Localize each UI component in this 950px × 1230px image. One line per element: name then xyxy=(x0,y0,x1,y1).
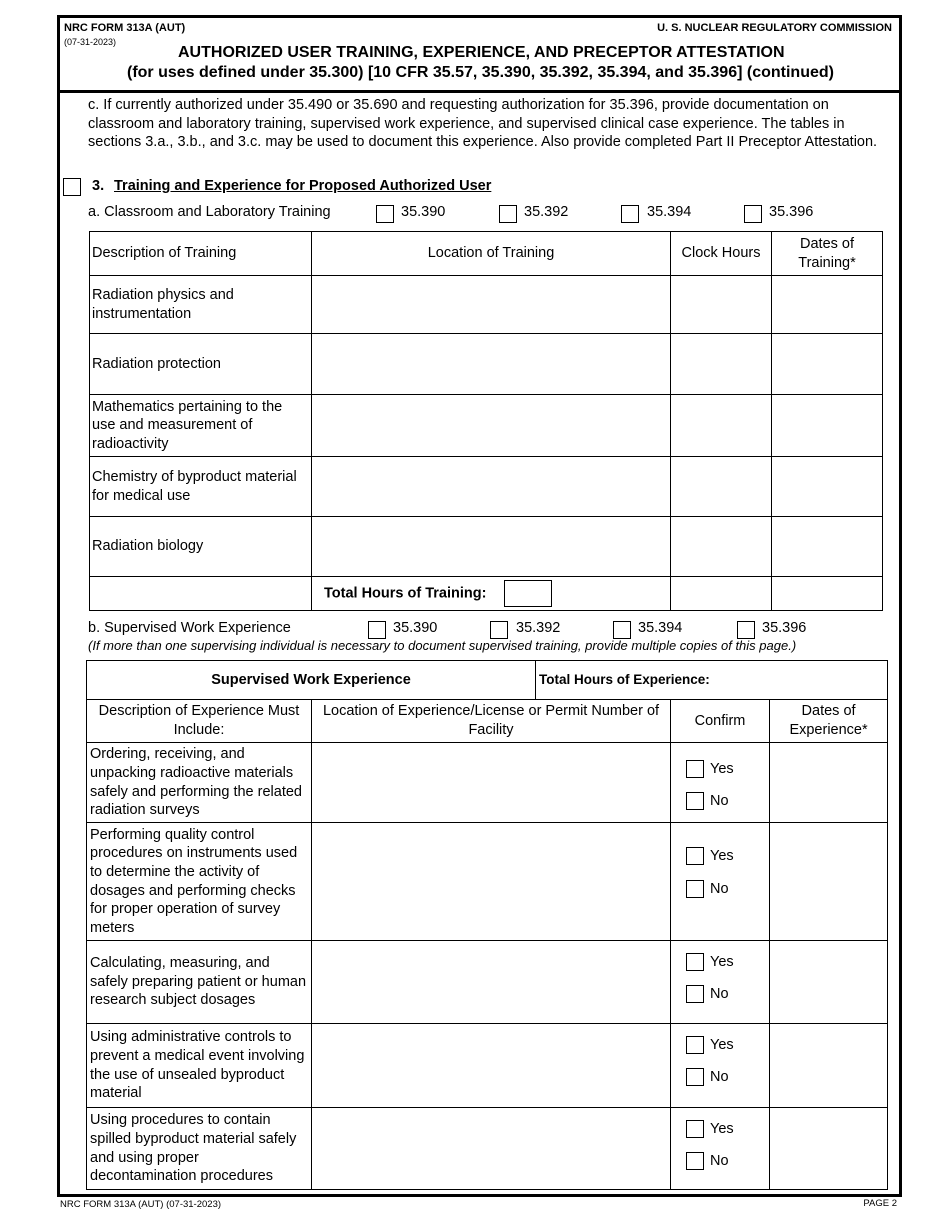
training-hours-field[interactable] xyxy=(671,276,772,334)
part-b-option-35390-checkbox[interactable] xyxy=(368,621,386,639)
training-hours-field[interactable] xyxy=(671,395,772,457)
empty-cell xyxy=(671,577,772,611)
confirm-cell xyxy=(671,743,770,823)
experience-table-title-row xyxy=(87,661,888,700)
yes-option[interactable] xyxy=(686,1036,734,1055)
table-row xyxy=(87,1108,888,1190)
no-checkbox[interactable] xyxy=(686,1152,704,1170)
experience-description: Ordering, receiving, and unpacking radioactive materials safely and performing the related radiation surveys xyxy=(87,743,312,823)
no-label: No xyxy=(710,1069,729,1085)
experience-dates-field[interactable] xyxy=(770,1108,888,1190)
part-a-option-35396-label: 35.396 xyxy=(769,204,814,220)
part-b-option-35396-label: 35.396 xyxy=(762,620,807,636)
confirm-cell xyxy=(671,1108,770,1190)
yes-label: Yes xyxy=(710,848,734,864)
part-a-option-35390-checkbox[interactable] xyxy=(376,205,394,223)
yes-option[interactable] xyxy=(686,847,734,866)
part-b-option-35392-checkbox[interactable] xyxy=(490,621,508,639)
training-table xyxy=(89,231,883,611)
page-number: PAGE 2 xyxy=(863,1198,897,1209)
section3-title: Training and Experience for Proposed Authorized User xyxy=(114,178,492,194)
table-row xyxy=(87,823,888,941)
training-description: Radiation biology xyxy=(90,517,312,577)
training-dates-field[interactable] xyxy=(772,276,883,334)
part-a-option-35394-label: 35.394 xyxy=(647,204,692,220)
header-divider xyxy=(57,90,902,93)
part-a-option-35396-checkbox[interactable] xyxy=(744,205,762,223)
yes-checkbox[interactable] xyxy=(686,953,704,971)
footer-form-id: NRC FORM 313A (AUT) (07-31-2023) xyxy=(60,1199,222,1210)
yes-label: Yes xyxy=(710,1037,734,1053)
training-description: Chemistry of byproduct material for medical use xyxy=(90,457,312,517)
experience-description: Calculating, measuring, and safely preparing patient or human research subject dosages xyxy=(87,941,312,1024)
experience-table xyxy=(86,660,888,1190)
total-hours-experience-label: Total Hours of Experience: xyxy=(539,671,710,687)
no-label: No xyxy=(710,1153,729,1169)
experience-dates-field[interactable] xyxy=(770,823,888,941)
part-b-option-35394-label: 35.394 xyxy=(638,620,683,636)
training-description: Mathematics pertaining to the use and measurement of radioactivity xyxy=(90,395,312,457)
col-header-description: Description of Experience Must Include: xyxy=(87,700,312,743)
training-location-field[interactable] xyxy=(312,276,671,334)
training-location-field[interactable] xyxy=(312,517,671,577)
no-option[interactable] xyxy=(686,792,729,811)
experience-table-title: Supervised Work Experience xyxy=(87,661,536,700)
col-header-description: Description of Training xyxy=(90,232,312,276)
training-dates-field[interactable] xyxy=(772,457,883,517)
form-subtitle: (for uses defined under 35.300) [10 CFR 35.57, 35.390, 35.392, 35.394, and 35.396] (continued) xyxy=(127,64,834,81)
col-header-dates: Dates of Experience* xyxy=(770,700,888,743)
experience-dates-field[interactable] xyxy=(770,941,888,1024)
table-row xyxy=(90,334,883,395)
item-c-text: c. If currently authorized under 35.490 or 35.690 and requesting authorization for 35.396, provide documentation on classroom and laboratory training, supervised work experience, and supervised clinical case experience. The tables in sections 3.a., 3.b., and 3.c. may be used to document this experience. Also provide completed Part II Preceptor Attestation. xyxy=(88,97,878,151)
training-description: Radiation protection xyxy=(90,334,312,395)
table-row xyxy=(90,395,883,457)
experience-table-header-row xyxy=(87,700,888,743)
part-a-option-35394-checkbox[interactable] xyxy=(621,205,639,223)
no-checkbox[interactable] xyxy=(686,880,704,898)
table-row xyxy=(90,517,883,577)
no-option[interactable] xyxy=(686,880,729,899)
col-header-clock-hours: Clock Hours xyxy=(671,232,772,276)
training-dates-field[interactable] xyxy=(772,334,883,395)
part-a-label: a. Classroom and Laboratory Training xyxy=(88,204,331,220)
training-hours-field[interactable] xyxy=(671,457,772,517)
no-checkbox[interactable] xyxy=(686,792,704,810)
part-b-option-35396-checkbox[interactable] xyxy=(737,621,755,639)
training-description: Radiation physics and instrumentation xyxy=(90,276,312,334)
confirm-cell xyxy=(671,941,770,1024)
experience-location-field[interactable] xyxy=(312,941,671,1024)
table-row xyxy=(87,743,888,823)
experience-location-field[interactable] xyxy=(312,823,671,941)
total-training-cell xyxy=(312,577,671,611)
part-b-option-35392-label: 35.392 xyxy=(516,620,561,636)
form-title: AUTHORIZED USER TRAINING, EXPERIENCE, AND PRECEPTOR ATTESTATION xyxy=(178,44,785,61)
col-header-dates: Dates of Training* xyxy=(772,232,883,276)
yes-label: Yes xyxy=(710,1121,734,1137)
training-total-row xyxy=(90,577,883,611)
col-header-confirm: Confirm xyxy=(671,700,770,743)
experience-description: Using procedures to contain spilled byproduct material safely and using proper decontamination procedures xyxy=(87,1108,312,1190)
no-label: No xyxy=(710,986,729,1002)
yes-option[interactable] xyxy=(686,760,734,779)
training-dates-field[interactable] xyxy=(772,517,883,577)
experience-location-field[interactable] xyxy=(312,1024,671,1108)
part-b-option-35390-label: 35.390 xyxy=(393,620,438,636)
form-date: (07-31-2023) xyxy=(64,37,117,47)
section3-number: 3. xyxy=(92,178,105,194)
no-checkbox[interactable] xyxy=(686,1068,704,1086)
total-hours-training-label: Total Hours of Training: xyxy=(324,585,487,602)
no-option[interactable] xyxy=(686,1152,729,1171)
training-location-field[interactable] xyxy=(312,457,671,517)
table-row xyxy=(90,276,883,334)
table-row xyxy=(87,1024,888,1108)
experience-description: Using administrative controls to prevent a medical event involving the use of unsealed byproduct material xyxy=(87,1024,312,1108)
empty-cell xyxy=(772,577,883,611)
part-b-label: b. Supervised Work Experience xyxy=(88,620,291,636)
section3-checkbox[interactable] xyxy=(63,178,81,196)
no-label: No xyxy=(710,793,729,809)
no-checkbox[interactable] xyxy=(686,985,704,1003)
confirm-cell xyxy=(671,823,770,941)
training-hours-field[interactable] xyxy=(671,517,772,577)
yes-checkbox[interactable] xyxy=(686,760,704,778)
confirm-cell xyxy=(671,1024,770,1108)
col-header-location: Location of Training xyxy=(312,232,671,276)
part-a-option-35390-label: 35.390 xyxy=(401,204,446,220)
no-label: No xyxy=(710,881,729,897)
no-option[interactable] xyxy=(686,985,729,1004)
yes-checkbox[interactable] xyxy=(686,1120,704,1138)
training-location-field[interactable] xyxy=(312,334,671,395)
training-location-field[interactable] xyxy=(312,395,671,457)
part-b-option-35394-checkbox[interactable] xyxy=(613,621,631,639)
agency-name: U. S. NUCLEAR REGULATORY COMMISSION xyxy=(657,22,892,34)
no-option[interactable] xyxy=(686,1068,729,1087)
yes-label: Yes xyxy=(710,954,734,970)
experience-description: Performing quality control procedures on instruments used to determine the activity of dosages and performing checks for proper operation of survey meters xyxy=(87,823,312,941)
training-dates-field[interactable] xyxy=(772,395,883,457)
yes-option[interactable] xyxy=(686,953,734,972)
training-hours-field[interactable] xyxy=(671,334,772,395)
form-id: NRC FORM 313A (AUT) xyxy=(64,22,186,34)
col-header-location: Location of Experience/License or Permit Number of Facility xyxy=(312,700,671,743)
part-a-option-35392-label: 35.392 xyxy=(524,204,569,220)
experience-dates-field[interactable] xyxy=(770,743,888,823)
table-row xyxy=(87,941,888,1024)
yes-checkbox[interactable] xyxy=(686,847,704,865)
part-b-note: (If more than one supervising individual is necessary to document supervised training, provide multiple copies of this page.) xyxy=(88,638,797,653)
part-a-option-35392-checkbox[interactable] xyxy=(499,205,517,223)
experience-location-field[interactable] xyxy=(312,1108,671,1190)
experience-dates-field[interactable] xyxy=(770,1024,888,1108)
experience-location-field[interactable] xyxy=(312,743,671,823)
total-experience-cell[interactable] xyxy=(536,661,888,700)
empty-cell xyxy=(90,577,312,611)
yes-option[interactable] xyxy=(686,1120,734,1139)
table-row xyxy=(90,457,883,517)
yes-checkbox[interactable] xyxy=(686,1036,704,1054)
yes-label: Yes xyxy=(710,761,734,777)
training-table-header-row xyxy=(90,232,883,276)
total-hours-training-field[interactable] xyxy=(504,580,552,607)
